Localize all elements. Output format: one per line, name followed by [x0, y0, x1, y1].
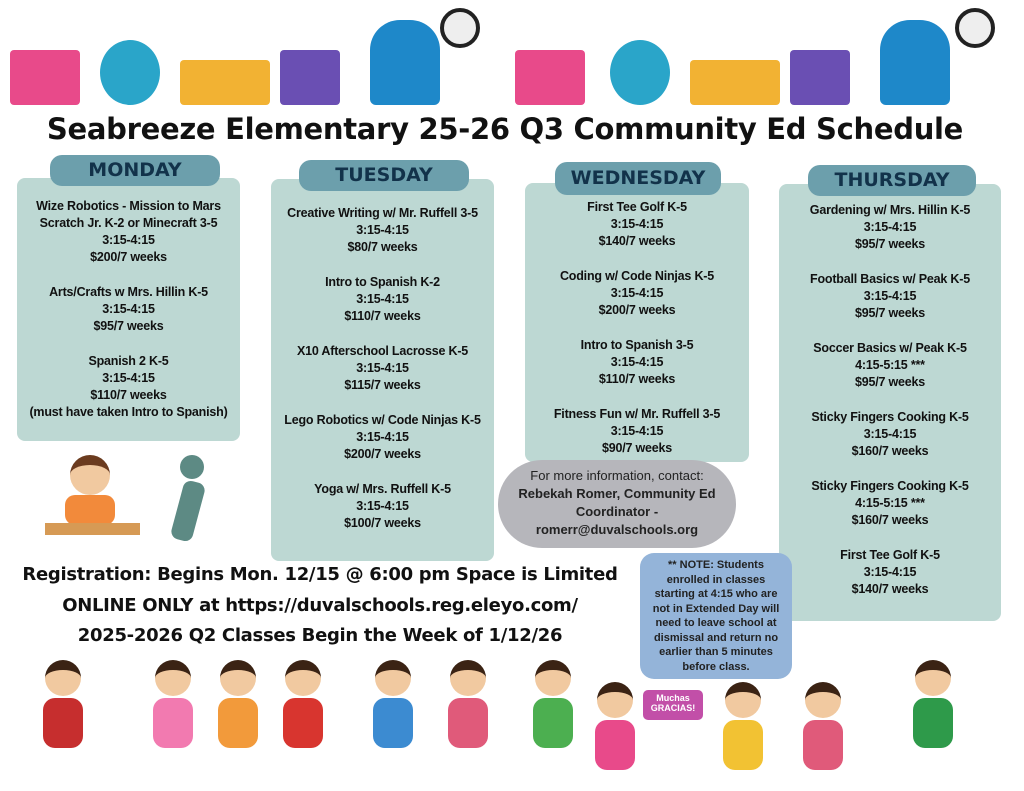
class-entry [271, 343, 494, 394]
class-line: $110/7 weeks [598, 372, 676, 386]
class-line: $110/7 weeks [90, 388, 167, 402]
class-entry [525, 268, 749, 319]
class-entry [271, 481, 494, 532]
registration-line: Registration: Begins Mon. 12/15 @ 6:00 pm Space is Limited [22, 564, 618, 585]
class-line: $95/7 weeks [854, 375, 926, 389]
class-entry [17, 353, 240, 421]
class-line: $140/7 weeks [851, 582, 929, 596]
class-line: 3:15-4:15 [610, 286, 664, 300]
contact-info [498, 460, 736, 548]
registration-online-link[interactable]: ONLINE ONLY at https://duvalschools.reg.eleyo.com/ [62, 595, 578, 616]
class-line: X10 Afterschool Lacrosse K-5 [296, 344, 469, 358]
child-illustration [910, 660, 980, 765]
class-line: Wize Robotics - Mission to Mars [36, 199, 221, 213]
class-line: Coding w/ Code Ninjas K-5 [559, 269, 715, 283]
child-illustration [445, 660, 515, 765]
class-entry [271, 205, 494, 256]
class-line: First Tee Golf K-5 [587, 200, 687, 214]
class-entry [779, 478, 1001, 529]
class-line: $200/7 weeks [598, 303, 676, 317]
class-line: 3:15-4:15 [610, 424, 664, 438]
wednesday-card [525, 183, 749, 462]
class-line: Spanish 2 K-5 [88, 354, 169, 368]
class-line: Sticky Fingers Cooking K-5 [811, 479, 969, 493]
class-line: $115/7 weeks [344, 378, 421, 392]
child-illustration [215, 660, 285, 765]
class-line: $160/7 weeks [851, 513, 929, 527]
class-line: Scratch Jr. K-2 or Minecraft 3-5 [39, 216, 218, 230]
class-line: (must have taken Intro to Spanish) [29, 405, 228, 419]
running-figure-illustration [155, 455, 225, 545]
class-entry [17, 284, 240, 335]
thursday-header: THURSDAY [808, 165, 976, 196]
class-entry [779, 202, 1001, 253]
class-line: Yoga w/ Mrs. Ruffell K-5 [314, 482, 451, 496]
class-line: Football Basics w/ Peak K-5 [810, 272, 970, 286]
contact-role: Coordinator - [575, 504, 659, 519]
class-line: 3:15-4:15 [610, 355, 664, 369]
class-line: 3:15-4:15 [356, 430, 409, 444]
child-illustration [150, 660, 220, 765]
contact-intro: For more information, contact: [530, 468, 704, 483]
class-entry [525, 406, 749, 457]
class-line: First Tee Golf K-5 [840, 548, 940, 562]
child-illustration [370, 660, 440, 765]
class-line: Soccer Basics w/ Peak K-5 [813, 341, 967, 355]
class-entry [779, 547, 1001, 598]
class-line: 3:15-4:15 [356, 292, 409, 306]
student-reading-illustration [45, 455, 140, 550]
class-entry [525, 337, 749, 388]
wednesday-header: WEDNESDAY [555, 162, 721, 195]
class-line: $200/7 weeks [344, 447, 421, 461]
class-entry [271, 412, 494, 463]
child-illustration [800, 682, 870, 787]
class-line: Gardening w/ Mrs. Hillin K-5 [809, 203, 971, 217]
monday-card [17, 178, 240, 441]
class-line: 3:15-4:15 [863, 427, 917, 441]
class-line: 3:15-4:15 [863, 565, 917, 579]
class-line: Creative Writing w/ Mr. Ruffell 3-5 [287, 206, 478, 220]
classes-begin-line: 2025-2026 Q2 Classes Begin the Week of 1/12/26 [77, 625, 563, 646]
class-entry [779, 340, 1001, 391]
class-line: Intro to Spanish 3-5 [580, 338, 694, 352]
class-line: 3:15-4:15 [102, 233, 155, 247]
class-line: 3:15-4:15 [356, 499, 409, 513]
class-line: $95/7 weeks [93, 319, 164, 333]
class-entry [271, 274, 494, 325]
monday-header: MONDAY [50, 155, 220, 186]
thursday-card [779, 184, 1001, 621]
class-line: Intro to Spanish K-2 [325, 275, 440, 289]
class-line: Lego Robotics w/ Code Ninjas K-5 [284, 413, 481, 427]
class-line: $160/7 weeks [851, 444, 929, 458]
class-line: 3:15-4:15 [863, 220, 917, 234]
class-line: $95/7 weeks [854, 237, 926, 251]
child-illustration [592, 682, 638, 787]
class-line: 3:15-4:15 [356, 361, 409, 375]
class-entry [779, 271, 1001, 322]
class-entry [525, 199, 749, 250]
school-supplies-banner [0, 0, 1024, 108]
child-illustration [720, 682, 790, 787]
class-line: Sticky Fingers Cooking K-5 [811, 410, 969, 424]
class-line: 3:15-4:15 [102, 371, 155, 385]
child-illustration [530, 660, 600, 765]
class-line: $140/7 weeks [598, 234, 676, 248]
class-line: $90/7 weeks [601, 441, 673, 455]
class-line: $80/7 weeks [347, 240, 418, 254]
page-title: Seabreeze Elementary 25-26 Q3 Community Ed Schedule [46, 112, 964, 146]
class-line: $110/7 weeks [344, 309, 421, 323]
class-entry [17, 198, 240, 266]
class-line: 3:15-4:15 [102, 302, 155, 316]
class-line: 4:15-5:15 *** [855, 496, 925, 510]
class-line: Arts/Crafts w Mrs. Hillin K-5 [49, 285, 208, 299]
tuesday-card [271, 179, 494, 561]
child-illustration [280, 660, 350, 765]
class-line: Fitness Fun w/ Mr. Ruffell 3-5 [553, 407, 721, 421]
note-box: ** NOTE: Students enrolled in classes starting at 4:15 who are not in Extended Day will need to leave school at dismissal and return no earlier than 5 minutes before class. [640, 553, 792, 679]
class-line: $200/7 weeks [90, 250, 167, 264]
contact-email[interactable]: romerr@duvalschools.org [535, 522, 699, 537]
child-illustration [40, 660, 110, 765]
tuesday-header: TUESDAY [299, 160, 469, 191]
thank-you-sign: Muchas GRACIAS! [643, 690, 703, 720]
class-line: 4:15-5:15 *** [855, 358, 925, 372]
class-line: 3:15-4:15 [356, 223, 409, 237]
class-line: 3:15-4:15 [610, 217, 664, 231]
class-line: 3:15-4:15 [863, 289, 917, 303]
class-line: $100/7 weeks [344, 516, 421, 530]
class-line: $95/7 weeks [854, 306, 926, 320]
class-entry [779, 409, 1001, 460]
contact-name: Rebekah Romer, Community Ed [518, 486, 716, 501]
